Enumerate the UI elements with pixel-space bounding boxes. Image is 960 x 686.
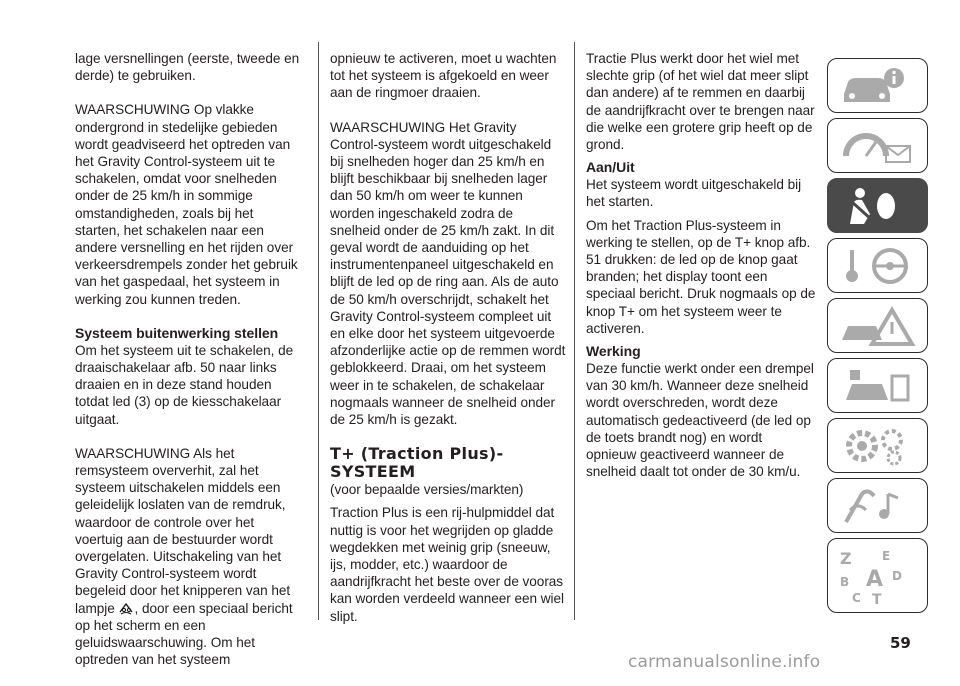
tab-maintenance[interactable] (827, 358, 928, 413)
text-column-1 (75, 50, 300, 686)
paragraph: opnieuw te activeren, moet u wachten tot het systeem is afgekoeld en weer aan de ringmoer draaien. (330, 51, 557, 101)
warning-paragraph: WAARSCHUWING Het Gravity Control-systeem wordt uitgeschakeld bij snelheden hoger dan 25 km/h en blijft beschikbaar bij snelheden lager dan 50 km/h om weer te kunnen worden ingeschakeld zodra de snelheid onder de 25 km/h zakt. In dit geval wordt de aanduiding op het instrumentenpaneel uitgeschakeld en blijft de led op de ring aan. Als de auto de 50 km/h overschrijdt, schakelt het Gravity Control-systeem compleet uit en elke door het systeem uitgevoerde afzonderlijke actie op de remmen wordt geblokkeerd. Draai, om het systeem weer in te schakelen, de schakelaar nogmaals wanneer de snelheid onder de 25 km/h is gezakt. (330, 119, 566, 428)
tab-car-info[interactable] (827, 58, 928, 113)
paragraph: Het systeem wordt uitgeschakeld bij het starten. (586, 177, 802, 210)
maintenance-jack-icon (836, 364, 920, 408)
warning-paragraph (75, 445, 300, 669)
svg-text:C: C (852, 591, 861, 605)
paragraph: (voor bepaalde versies/markten) (330, 482, 524, 498)
tab-multimedia[interactable] (827, 478, 928, 533)
paragraph: lage versnellingen (eerste, tweede en derde) te gebruiken. (75, 51, 300, 84)
tab-index[interactable] (827, 538, 928, 613)
tab-dashboard[interactable] (827, 118, 928, 173)
paragraph: Tractie Plus werkt door het wiel met slechte grip (of het wiel dat meer slipt dan andere) af te remmen en daarbij de aandrijfkracht over te brengen naar die welke een grotere grip heeft op de grond. (586, 51, 815, 153)
chapter-heading: T+ (Traction Plus)-SYSTEEM (330, 444, 504, 482)
multimedia-icon (836, 484, 920, 528)
tab-technical-data[interactable] (827, 418, 928, 473)
warning-paragraph: WAARSCHUWING Op vlakke ondergrond in stedelijke gebieden wordt geadviseerd het optreden van het Gravity Control-systeem uit te schakelen, omdat voor snelheden onder de 25 km/h in sommige omstandigheden, zoals bij het starten, het schakelen naar een andere versnelling en het rijden over verkeersdrempels zonder het gebruik van het gaspedaal, het systeem in werking zou kunnen treden. (75, 102, 298, 307)
paragraph: Deze functie werkt onder een drempel van 30 km/h. Wanneer deze snelheid wordt overschreden, wordt deze automatisch gedeactiveerd (de led op de toets brandt nog) en wordt opnieuw geactiveerd wanneer de snelheid daalt tot onder de 30 km/u. (586, 361, 814, 480)
watermark: carmanualsonline.info (628, 652, 821, 672)
tab-starting[interactable] (827, 238, 928, 293)
section-heading: Aan/Uit (586, 159, 635, 176)
key-steering-icon (836, 244, 920, 288)
tab-safety[interactable] (827, 178, 928, 233)
svg-text:T: T (872, 592, 882, 608)
svg-text:B: B (840, 575, 850, 589)
svg-text:E: E (882, 549, 891, 563)
section-heading: Werking (586, 343, 641, 360)
svg-text:A: A (866, 567, 884, 592)
tab-emergency[interactable] (827, 298, 928, 353)
technical-data-icon (836, 424, 920, 468)
warning-text-part-1: WAARSCHUWING Als het remsysteem oververhit, zal het systeem uitschakelen middels een geleidelijk loslaten van de remdruk, waardoor de controle over het voertuig aan de bestuurder wordt overgelaten. Uitschakeling van het Gravity Control-systeem wordt begeleid door het knipperen van het lampje (75, 445, 291, 616)
section-heading: Systeem buitenwerking stellen (75, 324, 279, 341)
svg-text:D: D (892, 569, 902, 583)
column-divider-1 (318, 42, 319, 620)
alphabetical-index-icon (836, 544, 920, 608)
gravity-control-warning-icon (118, 601, 134, 615)
emergency-triangle-icon (836, 304, 920, 348)
paragraph: Om het systeem uit te schakelen, de draaischakelaar afb. 50 naar links draaien en in deze stand houden totdat led (3) op de kiesschakelaar uitgaat. (75, 342, 294, 427)
safety-airbag-icon (836, 184, 920, 228)
column-divider-2 (574, 42, 575, 620)
page-number: 59 (890, 634, 911, 652)
paragraph: Traction Plus is een rij-hulpmiddel dat nuttig is voor het wegrijden op gladde wegdekken met weinig grip (sneeuw, ijs, modder, etc.) waardoor de aandrijfkracht het beste over de vooras kan worden verdeeld wanneer een wiel slipt. (330, 505, 564, 624)
paragraph: Om het Traction Plus-systeem in werking te stellen, op de T+ knop afb. 51 drukken: de led op de knop gaat branden; het display toont een speciaal bericht. Druk nogmaals op de knop T+ om het systeem weer te activeren. (586, 217, 816, 336)
warning-text-part-2: , door een speciaal bericht op het scherm en een geluidswaarschuwing. Om het optreden van het systeem (75, 600, 293, 668)
car-info-icon (836, 64, 920, 108)
dashboard-warning-icon (836, 124, 920, 168)
svg-text:Z: Z (840, 549, 852, 568)
text-column-3 (586, 50, 816, 497)
text-column-2 (330, 50, 566, 642)
